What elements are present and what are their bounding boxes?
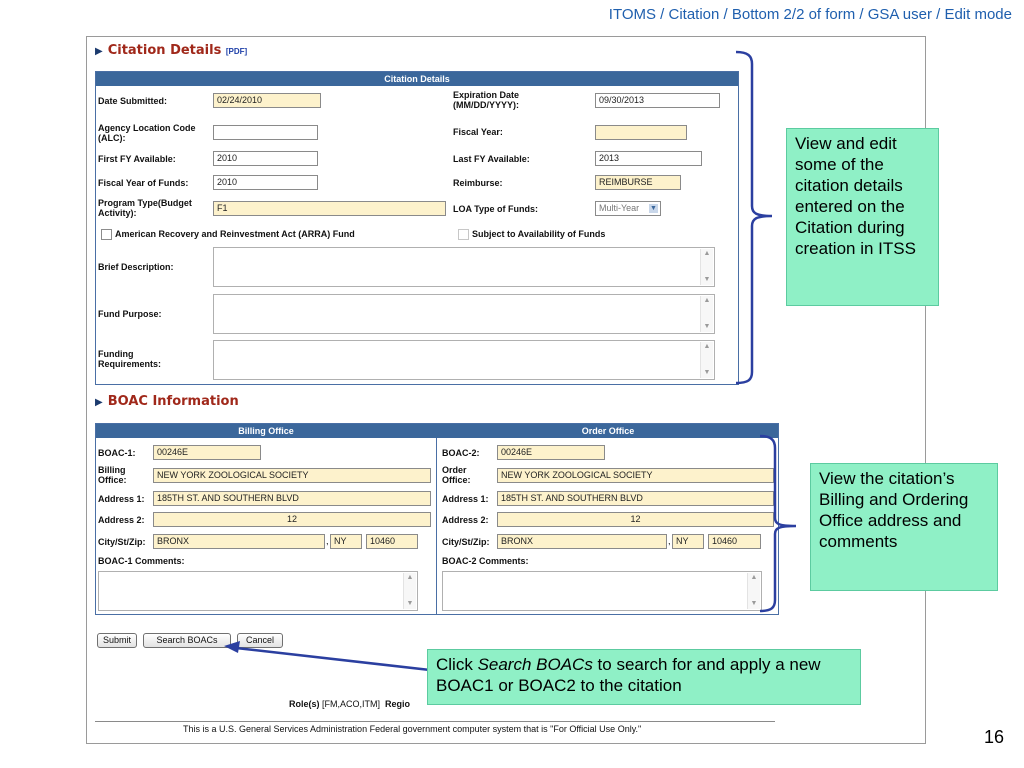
last-fy-field[interactable]: 2013 (595, 151, 702, 166)
boac-section-label: BOAC Information (107, 394, 239, 409)
loa-type-value: Multi-Year (599, 203, 640, 213)
pdf-link[interactable]: [PDF] (225, 47, 248, 56)
order-addr2-field[interactable]: 12 (497, 512, 774, 527)
fund-purpose-label: Fund Purpose: (98, 309, 162, 319)
footer-notice: This is a U.S. General Services Administration Federal government computer system that is "For Official Use Only." (183, 724, 642, 734)
billing-state-field[interactable]: NY (330, 534, 362, 549)
scroll-down-icon: ▼ (703, 323, 711, 330)
boac2-comments-label: BOAC-2 Comments: (442, 556, 529, 566)
scroll-down-icon: ▼ (703, 369, 711, 376)
loa-type-label: LOA Type of Funds: (453, 204, 538, 214)
fiscal-year-label: Fiscal Year: (453, 127, 503, 137)
order-city-field[interactable]: BRONX (497, 534, 667, 549)
order-addr1-label: Address 1: (442, 494, 489, 504)
boac1-comments-label: BOAC-1 Comments: (98, 556, 185, 566)
arrow-head-icon (224, 641, 240, 653)
submit-button[interactable]: Submit (97, 633, 137, 648)
boac-callout: View the citation’s Billing and Ordering Office address and comments (810, 463, 998, 591)
boac2-field[interactable]: 00246E (497, 445, 605, 460)
chevron-down-icon: ▼ (650, 205, 657, 212)
search-callout (427, 649, 861, 705)
boac-panel: Billing Office Order Office BOAC-1: 00246E Billing Office: NEW YORK ZOOLOGICAL SOCIETY Address 1: 185TH ST. AND SOUTHERN BLVD Address 2: 12 City/St/Zip: BRONX , NY 10460 BOAC-1 Comments: ▲ ▼ BOAC-2: 00246E Order Office: NEW YORK ZOOLOGICAL SOCIETY Address 1: 185TH ST. AND SOUTHERN BLVD Address 2: 12 City/St/Zip: BRONX , NY 10460 BOAC-2 Comments: ▲ ▼ (95, 423, 779, 615)
funding-requirements-label: Funding Requirements: (98, 349, 162, 369)
expand-triangle-icon: ▶ (95, 397, 103, 408)
scroll-up-icon: ▲ (703, 297, 711, 304)
scroll-down-icon: ▼ (750, 600, 758, 607)
cancel-button[interactable]: Cancel (237, 633, 283, 648)
citation-section-label: Citation Details (107, 43, 222, 58)
brief-description-label: Brief Description: (98, 262, 174, 272)
expiration-date-field[interactable]: 09/30/2013 (595, 93, 720, 108)
search-callout-emphasis: Search BOACs (477, 655, 593, 674)
arra-label: American Recovery and Reinvestment Act (ARRA) Fund (115, 229, 355, 239)
order-office-title: Order Office (581, 426, 635, 436)
first-fy-field[interactable]: 2010 (213, 151, 318, 166)
order-city-label: City/St/Zip: (442, 537, 490, 547)
billing-office-field[interactable]: NEW YORK ZOOLOGICAL SOCIETY (153, 468, 431, 483)
boac-bracket (760, 436, 796, 611)
order-addr1-field[interactable]: 185TH ST. AND SOUTHERN BLVD (497, 491, 774, 506)
scroll-up-icon: ▲ (750, 574, 758, 581)
reimburse-field[interactable]: REIMBURSE (595, 175, 681, 190)
order-addr2-label: Address 2: (442, 515, 489, 525)
search-callout-text: Click (436, 655, 478, 674)
fy-funds-label: Fiscal Year of Funds: (98, 178, 189, 188)
scroll-down-icon: ▼ (406, 600, 414, 607)
order-office-label: Order Office: (442, 465, 471, 485)
billing-city-field[interactable]: BRONX (153, 534, 325, 549)
alc-label: Agency Location Code (ALC): (98, 123, 196, 143)
boac1-label: BOAC-1: (98, 448, 136, 458)
roles-value: [FM,ACO,ITM] (322, 699, 381, 709)
slide-title: ITOMS / Citation / Bottom 2/2 of form / GSA user / Edit mode (608, 6, 1012, 23)
fy-funds-field[interactable]: 2010 (213, 175, 318, 190)
search-arrow-line (236, 648, 430, 670)
scroll-down-icon: ▼ (703, 276, 711, 283)
citation-callout: View and edit some of the citation details entered on the Citation during creation in ITSS (786, 128, 939, 306)
date-submitted-field[interactable]: 02/24/2010 (213, 93, 321, 108)
search-boacs-button[interactable]: Search BOACs (143, 633, 231, 648)
billing-city-label: City/St/Zip: (98, 537, 146, 547)
billing-office-label: Billing Office: (98, 465, 127, 485)
citation-bracket (736, 52, 772, 383)
search-callout-text-end: to search for and apply a new BOAC1 or BOAC2 to the citation (436, 655, 821, 695)
billing-addr2-label: Address 2: (98, 515, 145, 525)
billing-office-title: Billing Office (238, 426, 294, 436)
last-fy-label: Last FY Available: (453, 154, 530, 164)
order-zip-field[interactable]: 10460 (708, 534, 761, 549)
page-number: 16 (983, 727, 1004, 747)
billing-addr2-field[interactable]: 12 (153, 512, 431, 527)
billing-addr1-label: Address 1: (98, 494, 145, 504)
billing-zip-field[interactable]: 10460 (366, 534, 418, 549)
boac2-label: BOAC-2: (442, 448, 480, 458)
order-state-field[interactable]: NY (672, 534, 704, 549)
program-type-label: Program Type(Budget Activity): (98, 198, 192, 218)
region-label: Regio (385, 699, 411, 709)
program-type-field[interactable]: F1 (213, 201, 446, 216)
scroll-up-icon: ▲ (703, 250, 711, 257)
expand-triangle-icon: ▶ (95, 46, 103, 57)
billing-addr1-field[interactable]: 185TH ST. AND SOUTHERN BLVD (153, 491, 431, 506)
first-fy-label: First FY Available: (98, 154, 176, 164)
scroll-up-icon: ▲ (406, 574, 414, 581)
roles-label: Role(s) (289, 699, 320, 709)
boac1-field[interactable]: 00246E (153, 445, 261, 460)
order-office-field[interactable]: NEW YORK ZOOLOGICAL SOCIETY (497, 468, 774, 483)
expiration-date-label: Expiration Date (MM/DD/YYYY): (453, 90, 520, 110)
reimburse-label: Reimburse: (453, 178, 503, 188)
citation-panel-title: Citation Details (96, 72, 738, 86)
date-submitted-label: Date Submitted: (98, 96, 168, 106)
subject-funds-label: Subject to Availability of Funds (472, 229, 606, 239)
scroll-up-icon: ▲ (703, 343, 711, 350)
